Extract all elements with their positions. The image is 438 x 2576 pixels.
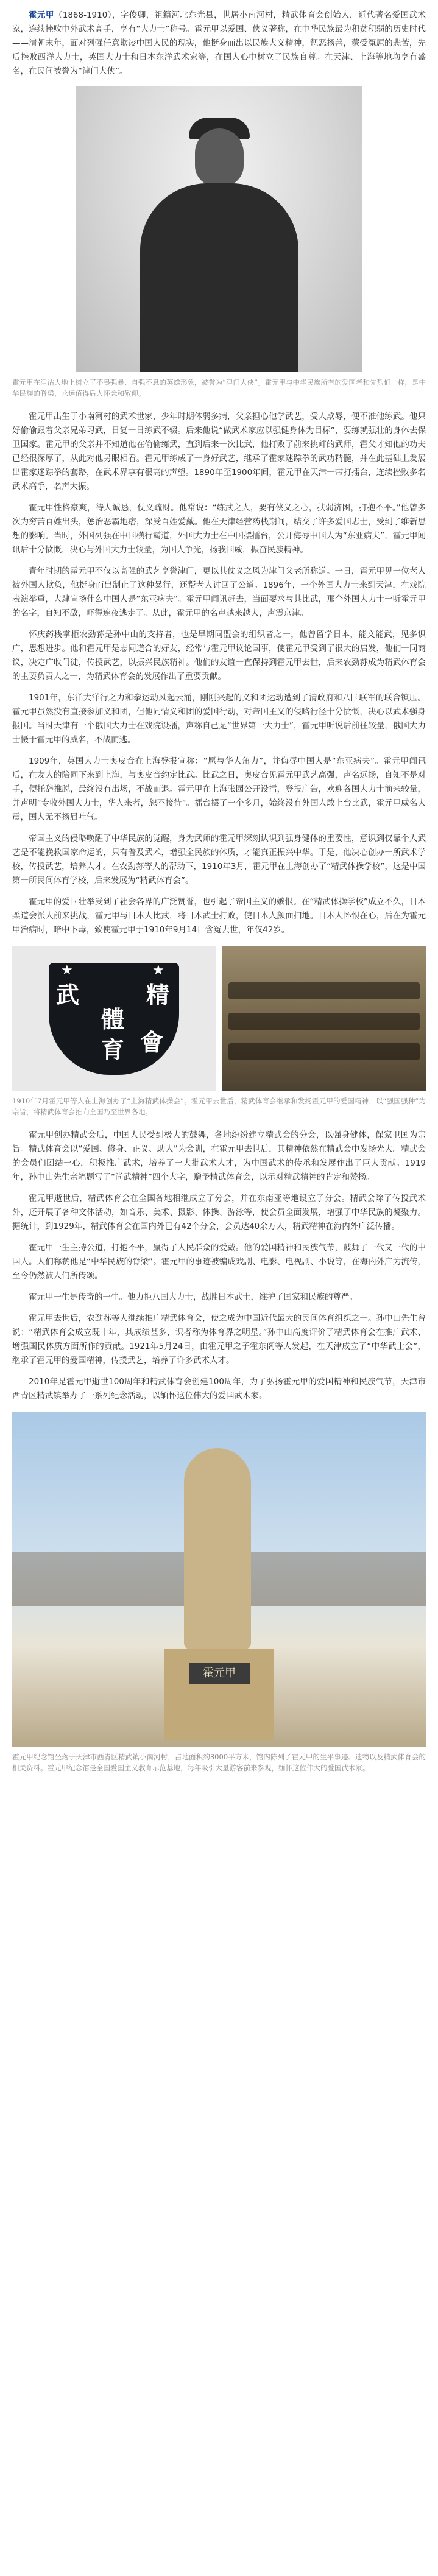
portrait-face [195, 128, 244, 186]
article [12, 0, 426, 1773]
statue-photo [12, 1412, 426, 1747]
paragraph: 青年时期的霍元甲不仅以高强的武艺享誉津门，更以其仗义之风为津门父老所称道。一日，霍元甲见一位老人被外国人欺负，他挺身而出制止了这种暴行，还帮老人讨回了公道。1896年，一个外国大力士来到天津，在戏院表演举重，大肆宣扬什么中国人是“东亚病夫”。霍元甲闻讯赶去，当面要求与其比武，那个外国大力士一听霍元甲的名字，自知不敌，吓得连夜逃走了。从此，霍元甲的名声越来越大，声震京津。 [12, 566, 426, 618]
badge-char: 體 [101, 1005, 125, 1033]
paragraph: 霍元甲一生是传奇的一生。他力拒八国大力士，战胜日本武士，维护了国家和民族的尊严。 [29, 1292, 358, 1302]
paragraph: 霍元甲性格豪爽，待人诚恳，仗义疏财。他常说：“练武之人，要有侠义之心，扶弱济困，打抱不平。”他曾多次为穷苦百姓出头，惩治恶霸地痞，深受百姓爱戴。他在天津经营药栈期间，结交了许多爱国志士，受到了维新思想的影响。当时，外国列强在中国横行霸道，外国大力士在中国摆擂台，公开侮辱中国人为“东亚病夫”，霍元甲闻讯后十分愤慨，决心与外国大力士较量，为国人争光，扬我国威，振奋民族精神。 [12, 503, 426, 555]
paragraph: 1909年，英国大力士奥皮音在上海登报宣称：“愿与华人角力”，并侮辱中国人是“东亚病夫”。霍元甲闻讯后，在友人的陪同下来到上海，与奥皮音约定比武。比武之日，奥皮音见霍元甲武艺高强，声名远扬，自知不是对手，便托辞推脱，最终没有出场，不战而退。霍元甲在上海张园公开设擂，登报广告，欢迎各国大力士前来较量，并声明“专收外国大力士，华人来者，恕不接待”。擂台摆了一个多月，始终没有外国人敢上台比武，霍元甲威名大震，国人无不扬眉吐气。 [12, 756, 426, 822]
portrait-robe [140, 183, 298, 372]
statue-figure [184, 1448, 251, 1649]
intro-name: 霍元甲 [29, 10, 54, 20]
badge-char: 武 [56, 981, 80, 1008]
paragraph: 2010年是霍元甲逝世100周年和精武体育会创建100周年，为了弘扬霍元甲的爱国精神和民族气节，天津市西青区精武镇举办了一系列纪念活动，以缅怀这位伟大的爱国武术家。 [12, 1377, 426, 1401]
statue-caption: 霍元甲纪念馆坐落于天津市西青区精武镇小南河村，占地面积约3000平方米，馆内陈列了霍元甲的生平事迹、遗物以及精武体育会的相关资料。霍元甲纪念馆是全国爱国主义教育示范基地，每年吸引大量游客前来参观，缅怀这位伟大的爱国武术家。 [12, 1753, 426, 1772]
star-icon: ★ [152, 963, 164, 978]
paragraph: 怀庆药栈掌柜农劲荪是孙中山的支持者，也是早期同盟会的组织者之一，他曾留学日本，能文能武，见多识广，思想进步。他和霍元甲是志同道合的好友，经常与霍元甲议论国事，使霍元甲受到了很大的启发，他们一同商议，决定广收门徒，传授武艺，以振兴民族精神。他们的友谊一直保持到霍元甲去世，后来农劲荪成为精武体育会的主要负责人之一，为精武体育会的发展作出了重要贡献。 [12, 630, 426, 681]
group-row [228, 1043, 420, 1060]
photo-pair-caption: 1910年7月霍元甲等人在上海创办了“上海精武体操会”。霍元甲去世后，精武体育会继承和发扬霍元甲的爱国精神，以“强国强种”为宗旨，将精武体育会推向全国乃至世界各地。 [12, 1097, 426, 1116]
intro-text: （1868-1910），字俊卿，祖籍河北东光县，世居小南河村，精武体育会创始人，近代著名爱国武术家，连续挫败中外武术高手，享有“大力士”称号。霍元甲以爱国、侠义著称，在中华民族最为积贫积弱的历史时代——清朝末年，面对列强任意欺凌中国人民的现实，他挺身而出以民族大义精神，惩恶扬善，蒙受冤屈的悲苦，先后挫败西洋大力士，英国大力士和日本东洋武术家等，在国人心中树立了民族自尊。在天津、上海等地均享有盛名，在民间被誉为“津门大侠”。 [12, 10, 426, 76]
star-icon: ★ [61, 963, 73, 978]
jingwu-badge-photo [12, 946, 216, 1091]
statue-plaque: 霍元甲 [189, 1663, 250, 1684]
group-row [228, 982, 420, 999]
paragraph: 霍元甲出生于小南河村的武术世家，少年时期体弱多病，父亲担心他学武艺，受人欺辱，便不准他练武。他只好偷偷跟着父亲兄弟习武，日复一日练武不辍。后来他说“做武术家应以强健身体为目标”，要练就强壮的身体去保卫国家。霍元甲的父亲并不知道他在偷偷练武，直到后来一次比武，他打败了前来挑衅的武师，霍父才知他的功夫已经很深厚了，从此对他另眼相看。霍元甲练成了一身好武艺，继承了霍家迷踪拳的武功精髓，并在此基础上发展出霍家迷踪拳的套路，在武术界享有很高的声望。1890年至1900年间，霍元甲在天津一带打擂台，连续挫败多名武术高手，名声大振。 [12, 412, 426, 491]
paragraph: 1901年，东洋大洋行之力和拳运动风起云涌，刚刚兴起的义和团运动遭到了清政府和八国联军的联合镇压。霍元甲虽然没有直接参加义和团，但他同情义和团的爱国行动，对帝国主义的侵略行径十分愤慨，决心以武术强身报国。当时天津有一个俄国大力士在戏院设擂，声称自己是“世界第一大力士”，霍元甲听说后前往较量，俄国大力士慑于霍元甲的威名，不战而逃。 [12, 693, 426, 745]
badge-char: 會 [140, 1029, 164, 1056]
paragraph: 霍元甲逝世后，精武体育会在全国各地相继成立了分会，并在东南亚等地设立了分会。精武会除了传授武术外，还开展了各种文体活动，如音乐、美术、摄影、体操、游泳等，使会员全面发展，增强了中华民族的凝聚力。据统计，到1929年，精武体育会在国内外已有42个分会，会员达40余万人，精武精神在海内外广泛传播。 [12, 1194, 426, 1231]
portrait-caption: 霍元甲在津沽大地上树立了不畏强暴、自强不息的英雄形象，被誉为“津门大侠”。霍元甲与中华民族所有的爱国者和先烈们一样，是中华民族的脊梁，永远值得后人怀念和敬仰。 [12, 378, 426, 398]
portrait-photo [76, 86, 362, 372]
jingwu-badge-shield [49, 963, 179, 1075]
group-photo [222, 946, 426, 1091]
paragraph: 帝国主义的侵略唤醒了中华民族的觉醒，身为武师的霍元甲深刻认识到强身健体的重要性，意识到仅靠个人武艺是不能挽救国家命运的，只有普及武术，增强全民族的体质，才能真正振兴中华。于是，他决心创办一所武术学校，传授武艺，培养人才。在农劲荪等人的帮助下，1910年3月，霍元甲在上海创办了“精武体操学校”，这是中国第一所民间体育学校，后来发展为“精武体育会”。 [12, 834, 426, 885]
paragraph: 霍元甲一生主持公道，打抱不平，赢得了人民群众的爱戴。他的爱国精神和民族气节，鼓舞了一代又一代的中国人。人们称赞他是“中华民族的脊梁”。霍元甲的事迹被编成戏剧、电影、电视剧、小说等，在海内外广为流传，至今仍然被人们所传颂。 [12, 1243, 426, 1281]
paragraph: 霍元甲的爱国壮举受到了社会各界的广泛赞誉，也引起了帝国主义的嫉恨。在“精武体操学校”成立不久，日本柔道会派人前来挑战，霍元甲与日本人比武，将日本武士打败，使日本人颜面扫地。日本人怀恨在心，后在为霍元甲治病时，暗中下毒，致使霍元甲于1910年9月14日含冤去世，年仅42岁。 [12, 897, 426, 935]
intro-paragraph [12, 9, 426, 79]
photo-pair [12, 946, 426, 1091]
paragraph: 霍元甲去世后，农劲荪等人继续推广精武体育会，使之成为中国近代最大的民间体育组织之一。孙中山先生曾说：“精武体育会成立既十年，其成绩甚多，识者称为体育界之明星。”孙中山高度评价了精武体育会在推广武术、增强国民体质方面所作的贡献。1921年5月24日，由霍元甲之子霍东阁等人发起，在天津成立了“中华武士会”，继承了霍元甲的爱国精神，传授武艺，培养了许多武术人才。 [12, 1314, 426, 1365]
group-row [228, 1013, 420, 1030]
badge-char: 精 [146, 981, 170, 1008]
paragraph: 霍元甲创办精武会后，中国人民受到极大的鼓舞，各地纷纷建立精武会的分会，以强身健体，保家卫国为宗旨。精武体育会以“爱国、修身、正义、助人”为会训，在霍元甲去世后，其精神依然在精武会中发扬光大。精武会的会员们团结一心，积极推广武术，培养了一大批武术人才，为中国武术的传承和发展作出了巨大贡献。1919年，孙中山先生亲笔题写了“尚武精神”四个大字，赠予精武体育会，以示对精武精神的肯定和赞扬。 [12, 1130, 426, 1182]
badge-char: 育 [101, 1036, 125, 1063]
